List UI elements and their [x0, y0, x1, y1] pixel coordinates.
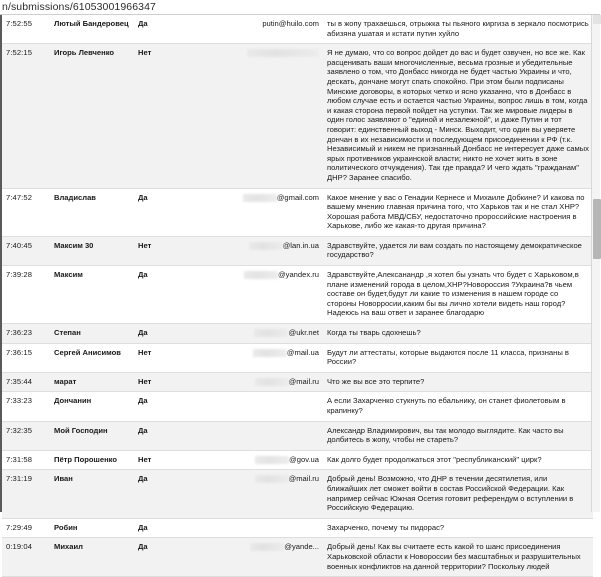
- row-email: [216, 450, 323, 470]
- row-message: Как долго будет продолжаться этот "республиканский" цирк?: [323, 450, 593, 470]
- row-message: Когда ты тварь сдохнешь?: [323, 324, 593, 344]
- table-row[interactable]: [2, 538, 593, 577]
- row-author-name: Дончанин: [50, 392, 134, 421]
- table-row[interactable]: [2, 266, 593, 324]
- row-email-domain: @lan.in.ua: [282, 240, 319, 250]
- row-author-name: Степан: [50, 324, 134, 344]
- table-row[interactable]: [2, 15, 593, 44]
- redacted-email-block: [254, 329, 288, 337]
- row-timestamp: 7:52:15: [2, 44, 50, 188]
- url-text: n/submissions/61053001966347: [2, 1, 156, 13]
- row-timestamp: 7:31:58: [2, 450, 50, 470]
- row-email-domain: @ukr.net: [288, 328, 319, 338]
- row-email-domain: @mail.ru: [288, 376, 319, 386]
- row-author-name: Мой Господин: [50, 421, 134, 450]
- row-message: Будут ли аттестаты, которые выдаются после 11 класса, признаны в России?: [323, 343, 593, 372]
- row-message: ты в жопу трахаешься, отрыжка ты пьяного киргиза в зеркало посмотрись абизяна ушатая и кстати путин хуйло: [323, 15, 593, 44]
- redacted-email-block: [249, 242, 283, 250]
- row-timestamp: 7:35:44: [2, 372, 50, 392]
- row-author-name: Владислав: [50, 188, 134, 236]
- row-author-name: Иван: [50, 470, 134, 518]
- row-answer-flag: Нет: [134, 343, 216, 372]
- redacted-email-block: [243, 194, 277, 202]
- row-author-name: Михаил: [50, 538, 134, 577]
- table-row[interactable]: [2, 518, 593, 538]
- vertical-scrollbar[interactable]: [591, 15, 600, 512]
- row-author-name: марат: [50, 372, 134, 392]
- row-message: Я не думаю, что со вопрос дойдет до вас и будет озвучен, но все же. Как расценивать ваши многочисленные, весьма грозные и убедительные заявлено о том, что Донбасс никогда не будет частью Украины и что, дескать, дончане могут спать спокойно. При этом были подписаны Минские договоры, в которых четко и ясно указанно, что в Донбасс в любом случае есть и остается частью Украины, вопрос лишь в том, когда и какая сторона первой пойдет на уступки. Так же мировые лидеры в один голос заявляют о "единой и незалежной", и даже Путин и тот говорит: единственный выход - Минск. Выходит, что один вы уверяете дончан в их независимости и последующем присоединении к РФ (т.к. Независимый и никем не признанный Донбасс не интересует даже самых ярых противников украинской власти; никто не хочет жить в зоне политического отчуждения). Так где правда? И чего ждать "гражданам" ДНР? Заранее спасибо.: [323, 44, 593, 188]
- row-answer-flag: Да: [134, 188, 216, 236]
- row-answer-flag: Нет: [134, 450, 216, 470]
- table-row[interactable]: [2, 44, 593, 188]
- table-row[interactable]: [2, 236, 593, 265]
- row-email-domain: @yande...: [284, 542, 319, 552]
- browser-url-bar[interactable]: [0, 0, 600, 14]
- row-author-name: Робин: [50, 518, 134, 538]
- redacted-email-block: [247, 49, 319, 57]
- row-message: Добрый день! Возможно, что ДНР в течении десятилетия, или ближайших лет сможет войти в состав Российской Федерации. Как например сейчас Южная Осетия готовит референдум о вступлении в Российскую Федерацию.: [323, 470, 593, 518]
- row-message: Какое мнение у вас о Генадии Кернесе и Михаиле Добкине? И какова по вашему мнению главная причина того, что Харьков так и не стал ХНР? Хорошая работа МВД/СБУ, недостаточно пророссийские настроения в Харькове, либо же какая-то другая причина?: [323, 188, 593, 236]
- row-email: [216, 236, 323, 265]
- row-timestamp: 7:29:49: [2, 518, 50, 538]
- row-author-name: Пётр Порошенко: [50, 450, 134, 470]
- table-row[interactable]: [2, 450, 593, 470]
- row-timestamp: 7:36:23: [2, 324, 50, 344]
- row-message: Здравствуйте,Алексанандр ,я хотел бы узнать что будет с Харьковом,в плане изменений города в целом,ХНР?Новороссия ?Украина?в чьем составе он будет,будут ли какие то изменения в нашем городе со стороны Новорросии,каким бы вы лично хотели видеть наш город? Надеюсь на ваш ответ и заранее благодарю: [323, 266, 593, 324]
- row-email: [216, 44, 323, 188]
- row-answer-flag: Нет: [134, 236, 216, 265]
- row-timestamp: 7:39:28: [2, 266, 50, 324]
- table-row[interactable]: [2, 372, 593, 392]
- row-timestamp: 7:47:52: [2, 188, 50, 236]
- row-email: [216, 538, 323, 577]
- row-timestamp: 7:33:23: [2, 392, 50, 421]
- redacted-email-block: [255, 475, 289, 483]
- row-email-domain: @mail.ua: [286, 347, 319, 357]
- row-email: [216, 392, 323, 421]
- row-answer-flag: Да: [134, 421, 216, 450]
- row-author-name: Игорь Левченко: [50, 44, 134, 188]
- row-answer-flag: Да: [134, 470, 216, 518]
- row-message: Александр Владимирович, вы так молодо выглядите. Как часто вы долбитесь в жопу, чтобы не стареть?: [323, 421, 593, 450]
- row-email-domain: @yandex.ru: [277, 270, 319, 280]
- table-row[interactable]: [2, 188, 593, 236]
- row-author-name: Лютый Бандеровец: [50, 15, 134, 44]
- row-timestamp: 0:19:04: [2, 538, 50, 577]
- row-message: Что же вы все это терпите?: [323, 372, 593, 392]
- submissions-table: [2, 15, 593, 577]
- row-answer-flag: Да: [134, 538, 216, 577]
- redacted-email-block: [244, 271, 278, 279]
- row-email: [216, 188, 323, 236]
- row-timestamp: 7:31:19: [2, 470, 50, 518]
- row-author-name: Максим: [50, 266, 134, 324]
- submissions-table-body: [2, 15, 593, 577]
- row-email-domain: @gmail.com: [276, 192, 319, 202]
- row-email: [216, 421, 323, 450]
- table-row[interactable]: [2, 324, 593, 344]
- row-email: [216, 15, 323, 44]
- row-timestamp: 7:36:15: [2, 343, 50, 372]
- row-answer-flag: Да: [134, 324, 216, 344]
- row-email-domain: @gov.ua: [289, 454, 319, 464]
- redacted-email-block: [255, 456, 289, 464]
- row-answer-flag: Да: [134, 518, 216, 538]
- table-row[interactable]: [2, 470, 593, 518]
- table-row[interactable]: [2, 392, 593, 421]
- row-message: Добрый день! Как вы считаете есть какой то шанс присоединения Харьковской области к Новороссии без масштабных и разрушительных военных конфликтов на данной территории? Поскольку людей: [323, 538, 593, 577]
- row-email: [216, 470, 323, 518]
- row-email: [216, 343, 323, 372]
- row-answer-flag: Да: [134, 392, 216, 421]
- row-email: [216, 372, 323, 392]
- scrollbar-thumb[interactable]: [593, 199, 601, 259]
- row-email: [216, 324, 323, 344]
- row-email-domain: putin@huilo.com: [262, 19, 319, 28]
- row-timestamp: 7:40:45: [2, 236, 50, 265]
- table-row[interactable]: [2, 421, 593, 450]
- table-row[interactable]: [2, 343, 593, 372]
- row-timestamp: 7:32:35: [2, 421, 50, 450]
- row-answer-flag: Да: [134, 266, 216, 324]
- row-email: [216, 266, 323, 324]
- row-author-name: Максим 30: [50, 236, 134, 265]
- row-message: Захарченко, почему ты пидорас?: [323, 518, 593, 538]
- row-answer-flag: Нет: [134, 44, 216, 188]
- row-answer-flag: Да: [134, 15, 216, 44]
- viewport-left-edge: [0, 15, 2, 512]
- submissions-table-viewport: [0, 14, 600, 571]
- redacted-email-block: [253, 349, 287, 357]
- row-author-name: Сергей Анисимов: [50, 343, 134, 372]
- row-timestamp: 7:52:55: [2, 15, 50, 44]
- redacted-email-block: [255, 378, 289, 386]
- row-message: А если Захарченко стукнуть по ебальнику, он станет фиолетовым в крапинку?: [323, 392, 593, 421]
- row-answer-flag: Нет: [134, 372, 216, 392]
- row-message: Здравствуйте, удается ли вам создать по настоящему демократическое государство?: [323, 236, 593, 265]
- row-email-domain: @mail.ru: [288, 474, 319, 484]
- redacted-email-block: [250, 543, 284, 551]
- row-email: [216, 518, 323, 538]
